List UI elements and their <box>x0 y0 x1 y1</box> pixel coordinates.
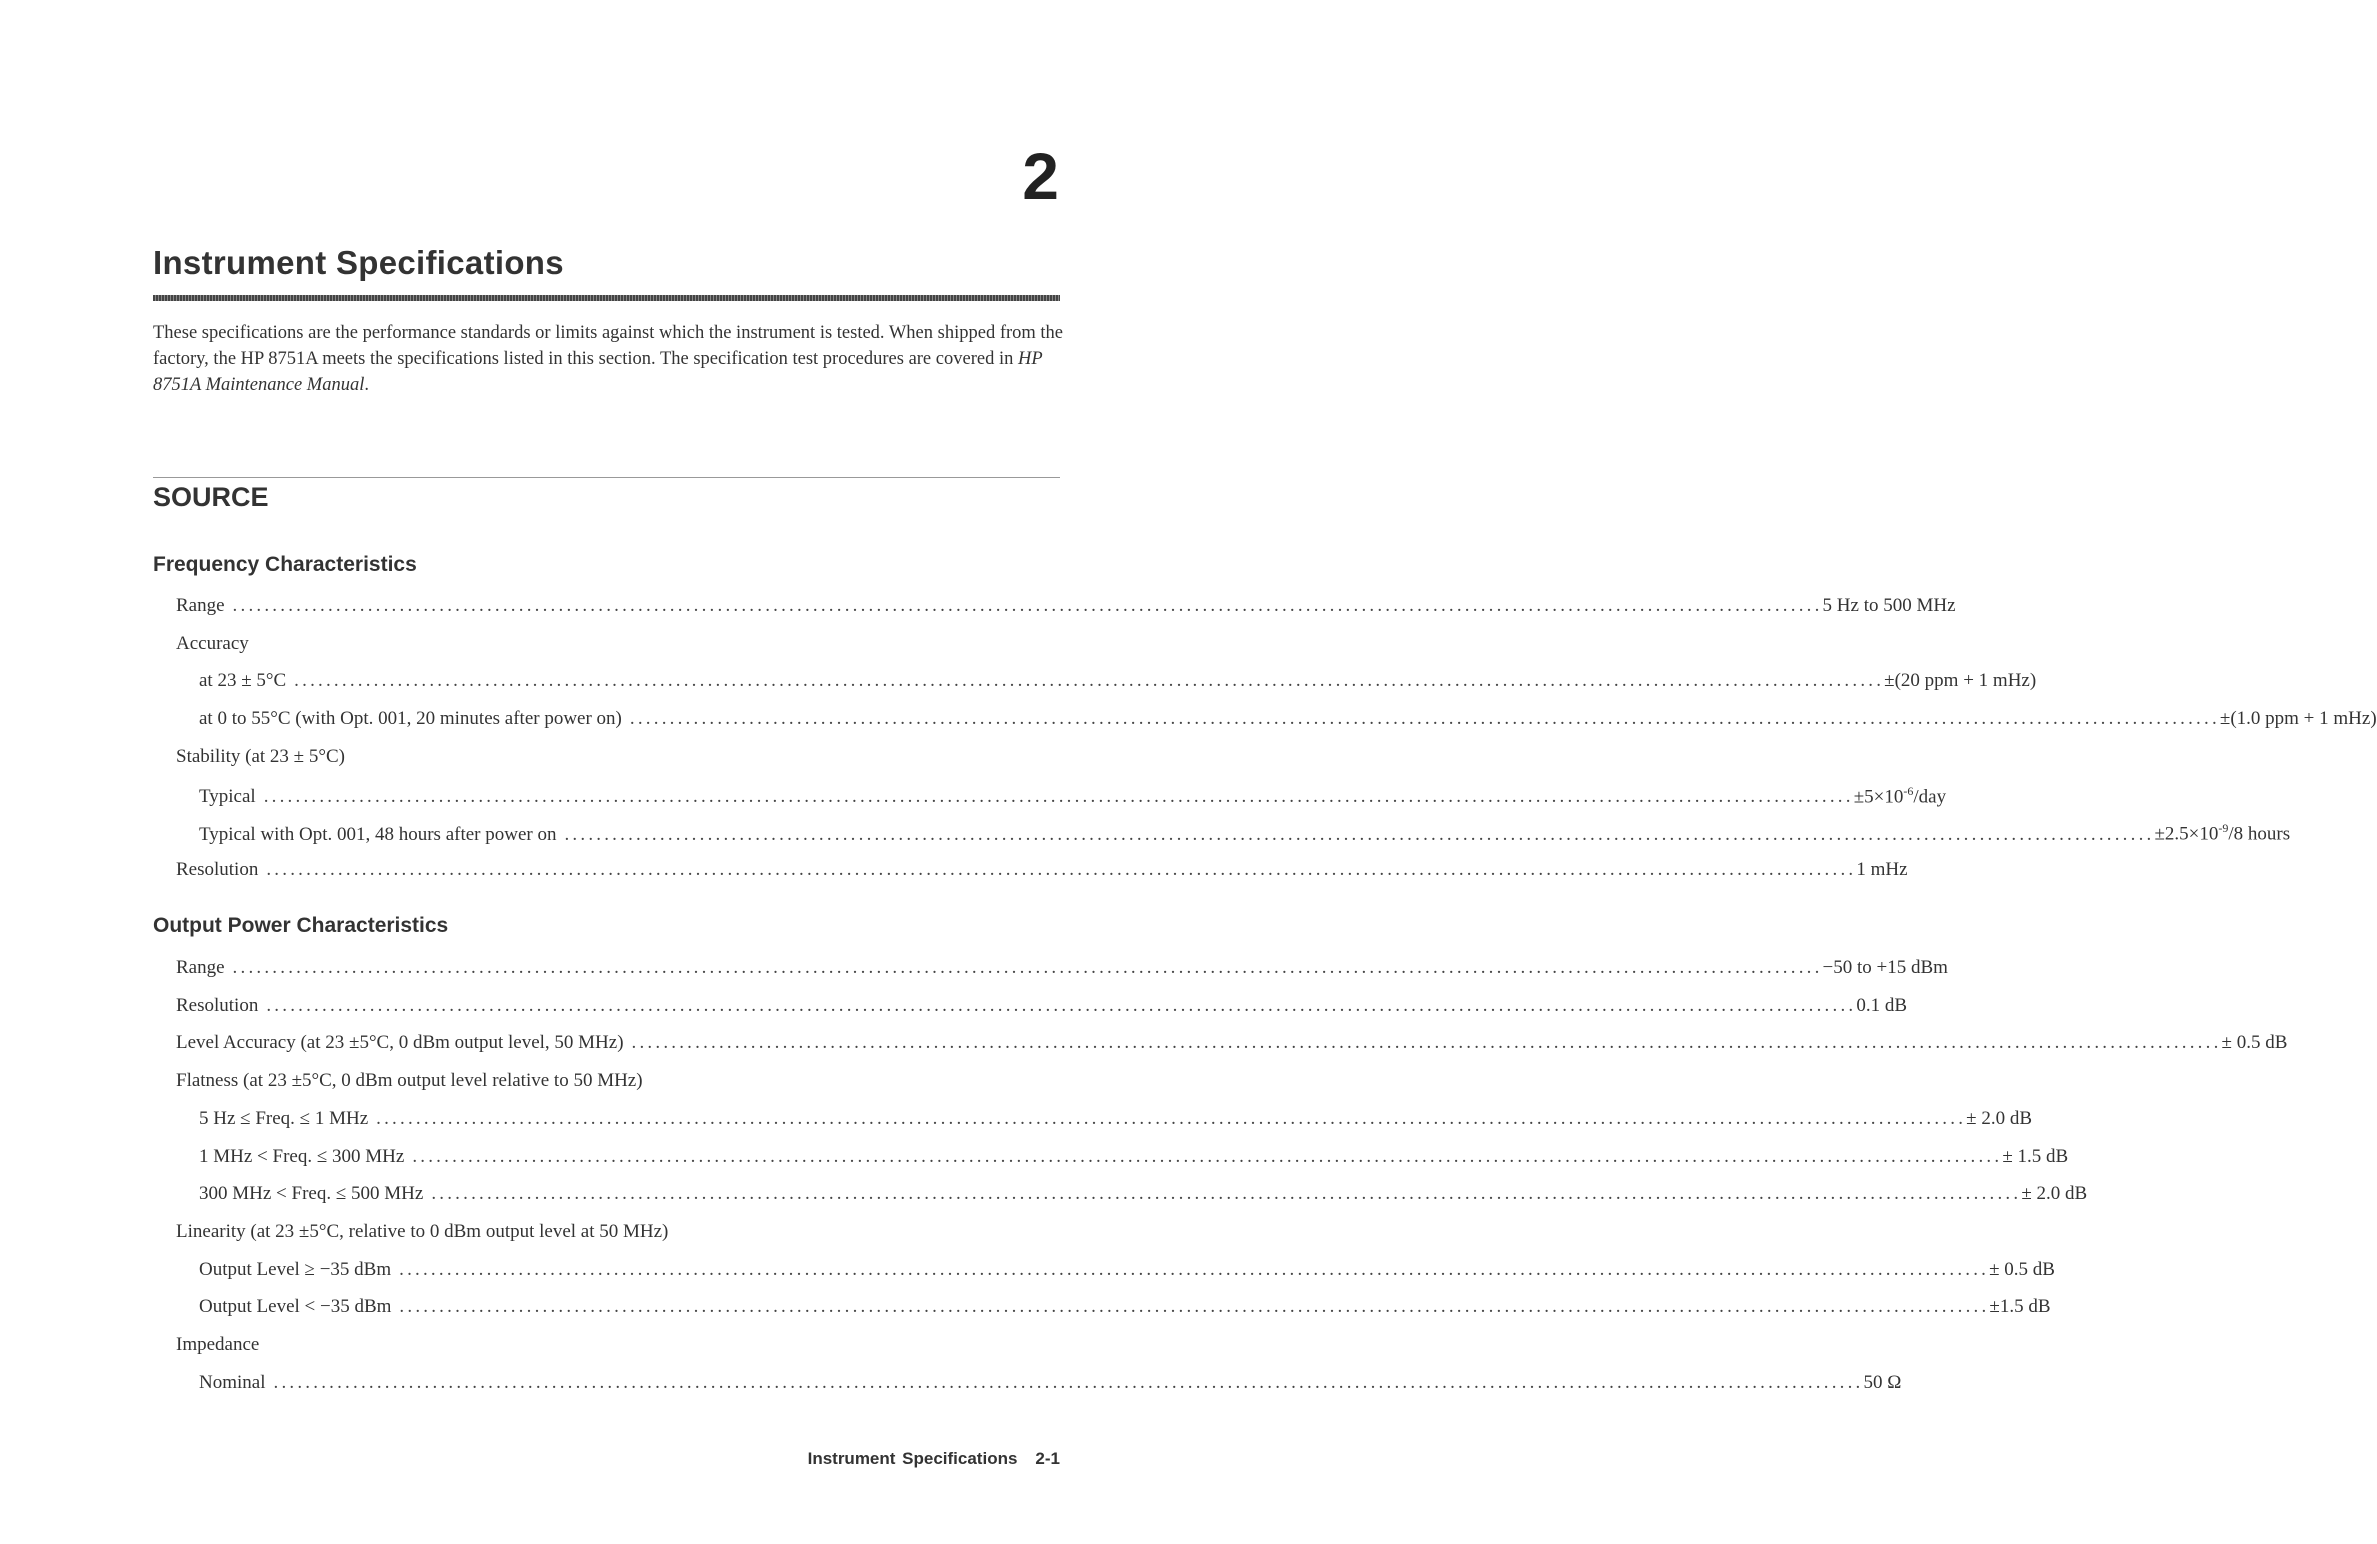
title-rule <box>153 295 1060 301</box>
dot-leader: ........................................................................................................................................................................................................ <box>232 957 1823 978</box>
dot-leader: ........................................................................................................................................................................................................ <box>564 823 2155 845</box>
spec-value <box>1989 1296 2050 1318</box>
spec-label: Level Accuracy (at 23 ±5°C, 0 dBm output level, 50 MHz) <box>176 1032 624 1054</box>
dot-leader: ........................................................................................................................................................................................................ <box>376 1107 1967 1129</box>
intro-text: These specifications are the performance standards or limits against which the instrument is tested. When shipped from the factory, the HP 8751A meets the specifications listed in this section. The specification test procedures are covered in <box>153 323 1064 369</box>
spec-value-exponent: -6 <box>1903 783 1914 798</box>
spec-value <box>1854 784 1946 808</box>
spec-label: Flatness (at 23 ±5°C, 0 dBm output level relative to 50 MHz) <box>176 1070 643 1092</box>
spec-label: 5 Hz ≤ Freq. ≤ 1 MHz <box>199 1107 369 1129</box>
spec-label: 300 MHz < Freq. ≤ 500 MHz <box>199 1183 424 1205</box>
spec-row <box>199 1183 2088 1209</box>
spec-value <box>1856 859 1907 881</box>
spec-value-text: ± 1.5 dB <box>2002 1145 2069 1167</box>
spec-label: Output Level ≥ −35 dBm <box>199 1258 392 1280</box>
spec-label: Resolution <box>176 994 259 1016</box>
spec-value-suffix: /8 hours <box>2228 823 2291 845</box>
spec-value-text: ±1.5 dB <box>1989 1296 2051 1318</box>
chapter-number: 2 <box>1022 139 1059 213</box>
spec-label: Linearity (at 23 ±5°C, relative to 0 dBm output level at 50 MHz) <box>176 1220 669 1242</box>
dot-leader: ........................................................................................................................................................................................................ <box>232 595 1823 616</box>
spec-label: Range <box>176 595 225 616</box>
section-heading: SOURCE <box>153 482 269 512</box>
dot-leader: ........................................................................................................................................................................................................ <box>294 670 1885 692</box>
spec-value <box>1856 995 1907 1017</box>
spec-label: Nominal <box>199 1371 266 1393</box>
spec-value-exponent: -9 <box>2218 821 2229 836</box>
spec-label: 1 MHz < Freq. ≤ 300 MHz <box>199 1145 405 1167</box>
spec-label: Typical with Opt. 001, 48 hours after power on <box>199 823 557 845</box>
dot-leader: ........................................................................................................................................................................................................ <box>412 1145 2003 1167</box>
dot-leader: ........................................................................................................................................................................................................ <box>629 708 2220 730</box>
spec-value-text: 5 Hz to 500 MHz <box>1822 595 1956 616</box>
dot-leader: ........................................................................................................................................................................................................ <box>266 994 1857 1016</box>
intro-end: . <box>364 375 369 395</box>
subsection-heading: Frequency Characteristics <box>153 553 417 576</box>
spec-value <box>1966 1108 2032 1130</box>
spec-row <box>199 670 2037 696</box>
spec-row <box>176 1334 267 1360</box>
spec-value-text: ±(1.0 ppm + 1 mHz) <box>2219 708 2377 730</box>
spec-label: at 23 ± 5°C <box>199 670 287 692</box>
dot-leader: ........................................................................................................................................................................................................ <box>399 1258 1990 1280</box>
spec-row <box>176 633 257 659</box>
spec-value-suffix: /day <box>1913 785 1947 807</box>
spec-value <box>1823 957 1948 979</box>
spec-label: Range <box>176 957 225 978</box>
spec-value-text: 1 mHz <box>1856 858 1908 880</box>
spec-row <box>176 1070 651 1096</box>
spec-value-text: ± 0.5 dB <box>2221 1032 2288 1054</box>
spec-value-text: 50 Ω <box>1863 1371 1902 1393</box>
spec-value-text: ±(20 ppm + 1 mHz) <box>1884 670 2037 692</box>
spec-value-text: ±2.5×10 <box>2154 823 2219 845</box>
spec-value <box>2220 708 2377 730</box>
subsection-heading: Output Power Characteristics <box>153 914 449 937</box>
footer-title: Instrument Specifications <box>807 1449 1018 1468</box>
spec-value-text: ± 0.5 dB <box>1989 1258 2055 1280</box>
spec-row <box>176 994 1908 1021</box>
dot-leader: ........................................................................................................................................................................................................ <box>431 1183 2022 1205</box>
spec-row <box>176 595 1956 621</box>
spec-row <box>199 1296 2051 1322</box>
spec-label: Output Level < −35 dBm <box>199 1296 392 1318</box>
manual-reference: HP 8751A Maintenance Manual <box>153 349 1043 395</box>
page-footer <box>808 1449 1060 1469</box>
spec-value <box>2002 1146 2068 1168</box>
spec-value-text: 0.1 dB <box>1856 994 1908 1016</box>
spec-value-text: −50 to +15 dBm <box>1822 957 1948 978</box>
spec-value-text: ±5×10 <box>1853 785 1904 807</box>
spec-row <box>176 957 1948 983</box>
spec-row <box>199 1107 2032 1134</box>
spec-label: Stability (at 23 ± 5°C) <box>176 745 345 767</box>
spec-value <box>1884 670 2036 692</box>
spec-value <box>2154 821 2290 845</box>
dot-leader: ........................................................................................................................................................................................................ <box>273 1371 1864 1393</box>
spec-label: Resolution <box>176 858 259 880</box>
spec-value <box>2222 1032 2288 1054</box>
spec-label: Accuracy <box>176 632 249 654</box>
spec-row <box>199 1258 2055 1285</box>
spec-value <box>1823 595 1956 617</box>
spec-value <box>2021 1183 2087 1205</box>
spec-label: Impedance <box>176 1334 260 1355</box>
dot-leader: ........................................................................................................................................................................................................ <box>263 785 1854 807</box>
spec-label: Typical <box>199 785 256 807</box>
spec-row <box>176 1032 2288 1058</box>
intro-paragraph <box>153 320 1063 398</box>
dot-leader: ........................................................................................................................................................................................................ <box>631 1032 2222 1054</box>
page-number: 2-1 <box>1035 1449 1060 1468</box>
spec-row <box>199 1145 2069 1172</box>
spec-value-text: ± 2.0 dB <box>2021 1183 2088 1205</box>
spec-value <box>1989 1259 2055 1281</box>
spec-label: at 0 to 55°C (with Opt. 001, 20 minutes after power on) <box>199 708 622 730</box>
spec-value-text: ± 2.0 dB <box>1966 1107 2032 1129</box>
spec-value <box>1864 1372 1902 1394</box>
spec-row <box>199 708 2377 734</box>
dot-leader: ........................................................................................................................................................................................................ <box>266 858 1857 880</box>
spec-row <box>176 858 1908 885</box>
spec-row <box>176 746 353 772</box>
page-title: Instrument Specifications <box>153 244 564 281</box>
dot-leader: ........................................................................................................................................................................................................ <box>399 1296 1990 1318</box>
spec-row <box>176 1221 676 1247</box>
spec-row <box>199 1371 1902 1398</box>
section-divider <box>153 477 1060 478</box>
